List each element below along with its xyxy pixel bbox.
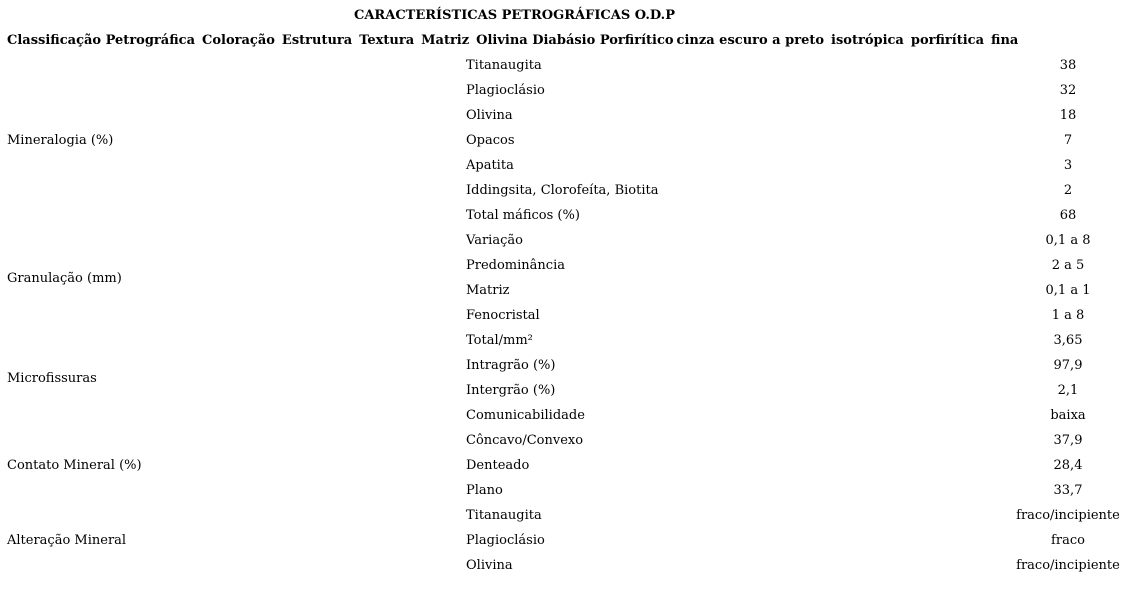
row-value: baixa [1050,408,1086,423]
row-value: 7 [1063,133,1073,148]
header-textura-label: Textura [359,33,415,48]
row-value: 2,1 [1057,383,1079,398]
table-row [0,506,1130,531]
table-row [0,406,1130,431]
table-row [0,106,1130,131]
table-row [0,156,1130,181]
row-value: 1 a 8 [1051,308,1085,323]
row-value: 68 [1059,208,1077,223]
row-param: Comunicabilidade [466,408,585,423]
header-matriz-label: Matriz [421,33,470,48]
table-row [0,181,1130,206]
header-textura-value: porfirítica [910,33,984,48]
group-granulacao [0,231,1130,331]
row-param: Iddingsita, Clorofeíta, Biotita [466,183,659,198]
row-value: 2 [1063,183,1073,198]
table-row [0,56,1130,81]
row-value: 3 [1063,158,1073,173]
table-row [0,331,1130,356]
table-row [0,481,1130,506]
row-value: 97,9 [1053,358,1083,373]
row-param: Plagioclásio [466,83,545,98]
group-label-mineralogia: Mineralogia (%) [7,133,114,148]
row-value: fraco [1051,533,1085,548]
row-value: 0,1 a 8 [1045,233,1091,248]
table-row [0,456,1130,481]
row-param: Côncavo/Convexo [466,433,584,448]
table-row [0,306,1130,331]
header-estrutura-value: isotrópica [831,33,904,48]
row-value: 2 a 5 [1051,258,1085,273]
row-param: Total máficos (%) [466,208,580,223]
row-param: Intragrão (%) [466,358,556,373]
table-row [0,556,1130,581]
row-value: 32 [1059,83,1077,98]
row-value: 38 [1059,58,1077,73]
header-classificacao-value: Olivina Diabásio Porfirítico [476,33,674,48]
row-value: 0,1 a 1 [1045,283,1091,298]
table-row [0,231,1130,256]
group-contato-mineral [0,431,1130,506]
group-label-alteracao-mineral: Alteração Mineral [7,533,127,548]
table-row [0,281,1130,306]
header-row [7,33,1025,48]
row-value: 28,4 [1053,458,1083,473]
row-value: 33,7 [1053,483,1083,498]
table-title: CARACTERÍSTICAS PETROGRÁFICAS O.D.P [354,8,675,23]
group-mineralogia [0,56,1130,231]
header-coloracao-label: Coloração [202,33,275,48]
row-param: Apatita [466,158,514,173]
table-row [0,381,1130,406]
row-value: 37,9 [1053,433,1083,448]
header-classificacao-label: Classificação Petrográfica [7,33,195,48]
row-param: Intergrão (%) [466,383,556,398]
row-param: Titanaugita [466,508,542,523]
header-estrutura-label: Estrutura [281,33,353,48]
row-param: Matriz [466,283,510,298]
group-microfissuras [0,331,1130,431]
row-value: fraco/incipiente [1016,508,1120,523]
row-value: 3,65 [1053,333,1083,348]
row-param: Fenocristal [466,308,540,323]
row-param: Denteado [466,458,530,473]
table-row [0,131,1130,156]
row-param: Total/mm² [466,333,533,348]
table-row [0,356,1130,386]
table-row [0,256,1130,286]
row-param: Olivina [466,108,513,123]
row-value: 18 [1059,108,1077,123]
row-param: Opacos [466,133,515,148]
table-row [0,81,1130,106]
table-row [0,206,1130,231]
table-row [0,531,1130,556]
row-param: Variação [466,233,523,248]
row-param: Plagioclásio [466,533,545,548]
group-alteracao-mineral [0,506,1130,581]
row-param: Olivina [466,558,513,573]
group-label-contato-mineral: Contato Mineral (%) [7,458,142,473]
row-param: Titanaugita [466,58,542,73]
group-label-granulacao: Granulação (mm) [7,271,122,286]
row-param: Predominância [466,258,565,273]
table-row [0,431,1130,456]
header-matriz-value: fina [991,33,1019,48]
row-value: fraco/incipiente [1016,558,1120,573]
data-table [0,56,1130,581]
header-coloracao-value: cinza escuro a preto [676,33,825,48]
group-label-microfissuras: Microfissuras [7,371,97,386]
row-param: Plano [466,483,503,498]
